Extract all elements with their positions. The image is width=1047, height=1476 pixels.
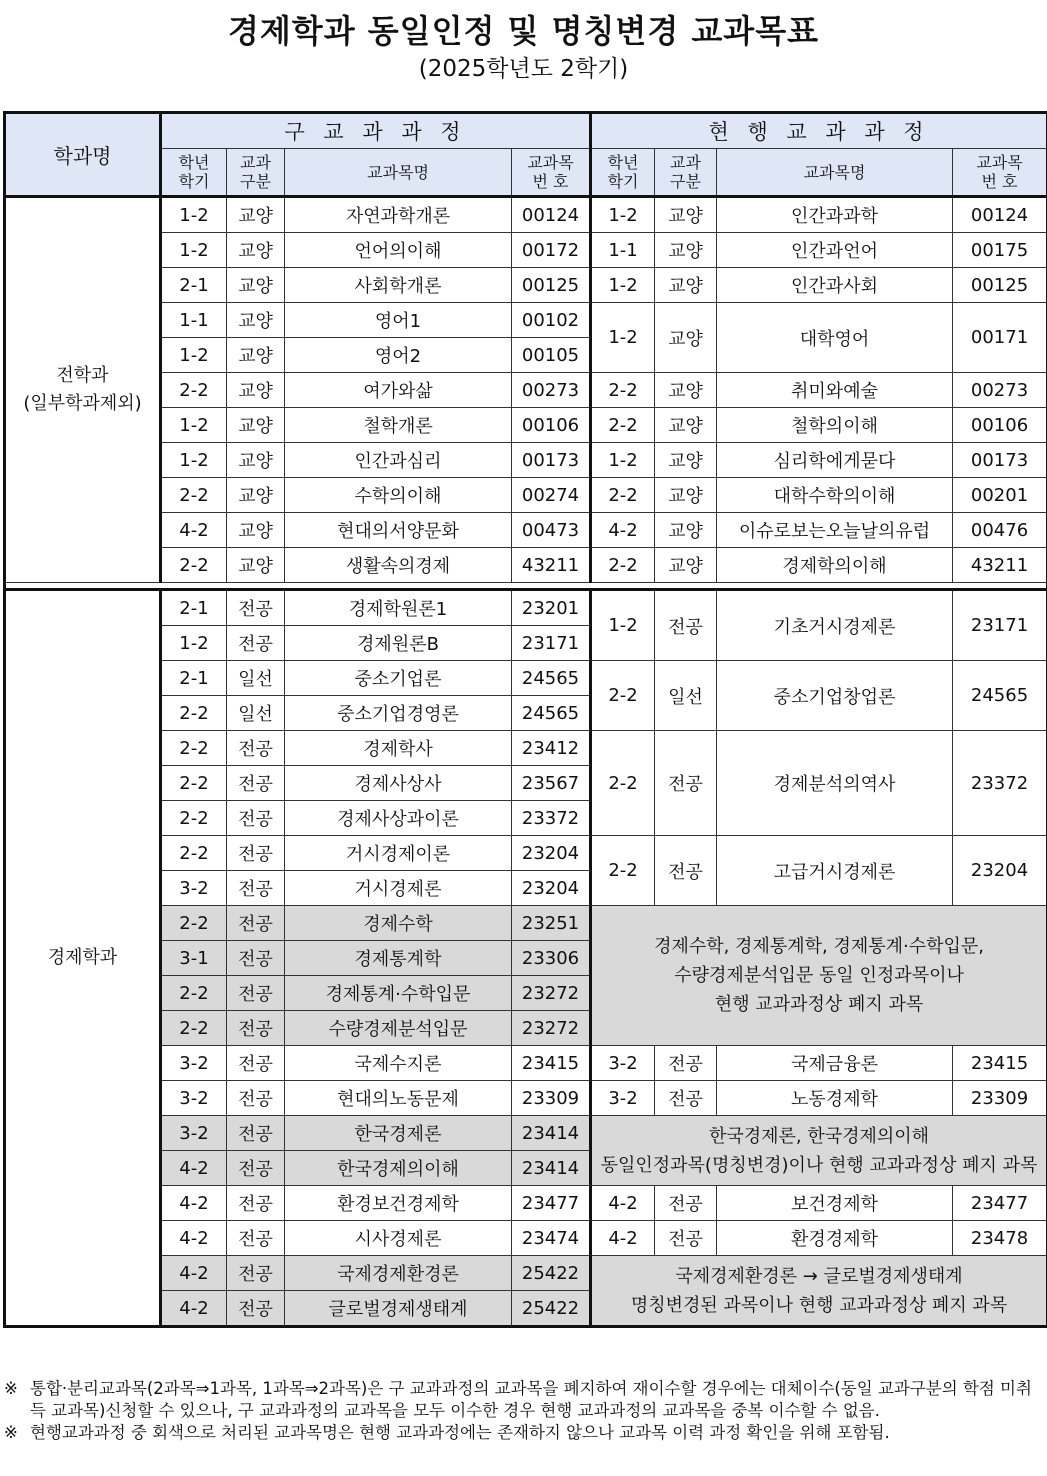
table-row-discontinued: 2-2 전공 경제통계·수학입문 23272 (5, 976, 1047, 1011)
dept-header: 학과명 (5, 113, 161, 197)
discontinued-note-a: 경제수학, 경제통계학, 경제통계·수학입문, 수량경제분석입문 동일 인정과목이나 현행 교과과정상 폐지 과목 (591, 906, 1047, 1046)
table-row-discontinued: 3-2 전공 한국경제론 23414 한국경제론, 한국경제의이해 동일인정과목(명칭변경)이나 현행 교과과정상 폐지 과목 (5, 1116, 1047, 1151)
new-curriculum-header: 현 행 교 과 과 정 (591, 113, 1047, 149)
discontinued-note-c: 국제경제환경론 → 글로벌경제생태계 명칭변경된 과목이나 현행 교과과정상 폐지 과목 (591, 1256, 1047, 1327)
new-code-header: 교과목 번 호 (953, 149, 1047, 197)
table-row: 2-2 전공 경제사상과이론 23372 (5, 801, 1047, 836)
table-row: 3-2 전공 국제수지론 23415 3-2 전공 국제금융론 23415 (5, 1046, 1047, 1081)
table-row: 3-2 전공 거시경제론 23204 (5, 871, 1047, 906)
table-row: 2-2 교양 여가와삶 00273 2-2 교양 취미와예술 00273 (5, 373, 1047, 408)
table-row: 2-1 일선 중소기업론 24565 2-2 일선 중소기업창업론 24565 (5, 661, 1047, 696)
table-row-discontinued: 2-2 전공 경제수학 23251 경제수학, 경제통계학, 경제통계·수학입문, 수량경제분석입문 동일 인정과목이나 현행 교과과정상 폐지 과목 (5, 906, 1047, 941)
table-row-discontinued: 3-1 전공 경제통계학 23306 (5, 941, 1047, 976)
table-row: 1-2 교양 언어의이해 00172 1-1 교양 인간과언어 00175 (5, 233, 1047, 268)
new-year-header: 학년 학기 (591, 149, 655, 197)
table-row-discontinued: 4-2 전공 글로벌경제생태계 25422 (5, 1291, 1047, 1327)
old-type-header: 교과 구분 (227, 149, 285, 197)
table-row-discontinued: 4-2 전공 국제경제환경론 25422 국제경제환경론 → 글로벌경제생태계 명칭변경된 과목이나 현행 교과과정상 폐지 과목 (5, 1256, 1047, 1291)
table-row: 1-2 전공 경제원론B 23171 (5, 626, 1047, 661)
table-row: 2-2 전공 경제학사 23412 2-2 전공 경제분석의역사 23372 (5, 731, 1047, 766)
table-row: 2-2 교양 생활속의경제 43211 2-2 교양 경제학의이해 43211 (5, 548, 1047, 583)
table-row: 전학과 (일부학과제외) 1-2 교양 자연과학개론 00124 1-2 교양 인간과과학 00124 (5, 197, 1047, 233)
discontinued-note-b: 한국경제론, 한국경제의이해 동일인정과목(명칭변경)이나 현행 교과과정상 폐지 과목 (591, 1116, 1047, 1186)
old-curriculum-header: 구 교 과 과 정 (161, 113, 591, 149)
new-name-header: 교과목명 (717, 149, 953, 197)
table-row: 2-2 일선 중소기업경영론 24565 (5, 696, 1047, 731)
table-row: 2-2 전공 경제사상사 23567 (5, 766, 1047, 801)
table-row: 1-2 교양 영어2 00105 (5, 338, 1047, 373)
table-row: 4-2 전공 시사경제론 23474 4-2 전공 환경경제학 23478 (5, 1221, 1047, 1256)
old-code-header: 교과목 번 호 (512, 149, 591, 197)
table-row: 1-2 교양 철학개론 00106 2-2 교양 철학의이해 00106 (5, 408, 1047, 443)
section-gap (5, 583, 1047, 590)
dept-economics: 경제학과 (5, 590, 161, 1327)
table-row: 2-2 교양 수학의이해 00274 2-2 교양 대학수학의이해 00201 (5, 478, 1047, 513)
dept-general: 전학과 (일부학과제외) (5, 197, 161, 583)
table-row-discontinued: 4-2 전공 한국경제의이해 23414 (5, 1151, 1047, 1186)
new-type-header: 교과 구분 (655, 149, 717, 197)
page-subtitle: (2025학년도 2학기) (418, 56, 629, 82)
table-row: 3-2 전공 현대의노동문제 23309 3-2 전공 노동경제학 23309 (5, 1081, 1047, 1116)
footnote-1: ※ 통합·분리교과목(2과목⇒1과목, 1과목⇒2과목)은 구 교과과정의 교과목을 폐지하여 재이수할 경우에는 대체이수(동일 교과구분의 학점 미취득 교과목)신청할 수 있으나, 구 교과과정의 교과목을 모두 이수한 경우 현행 교과과정의 교과목을 중복 이수할 수 없음. (4, 1379, 1032, 1420)
old-year-header: 학년 학기 (161, 149, 227, 197)
footnote-2: ※ 현행교과과정 중 회색으로 처리된 교과목명은 현행 교과과정에는 존재하지 않으나 교과목 이력 과정 확인을 위해 포함됨. (4, 1423, 890, 1442)
old-name-header: 교과목명 (285, 149, 512, 197)
table-row: 2-1 교양 사회학개론 00125 1-2 교양 인간과사회 00125 (5, 268, 1047, 303)
page-title: 경제학과 동일인정 및 명칭변경 교과목표 (227, 12, 820, 50)
table-row: 4-2 전공 환경보건경제학 23477 4-2 전공 보건경제학 23477 (5, 1186, 1047, 1221)
table-row: 2-2 전공 거시경제이론 23204 2-2 전공 고급거시경제론 23204 (5, 836, 1047, 871)
table-row-discontinued: 2-2 전공 수량경제분석입문 23272 (5, 1011, 1047, 1046)
table-row: 1-1 교양 영어1 00102 1-2 교양 대학영어 00171 (5, 303, 1047, 338)
table-row: 경제학과 2-1 전공 경제학원론1 23201 1-2 전공 기초거시경제론 23171 (5, 590, 1047, 626)
footnotes (4, 1378, 1044, 1444)
course-table (3, 111, 1047, 1328)
table-row: 1-2 교양 인간과심리 00173 1-2 교양 심리학에게묻다 00173 (5, 443, 1047, 478)
table-row: 4-2 교양 현대의서양문화 00473 4-2 교양 이슈로보는오늘날의유럽 00476 (5, 513, 1047, 548)
